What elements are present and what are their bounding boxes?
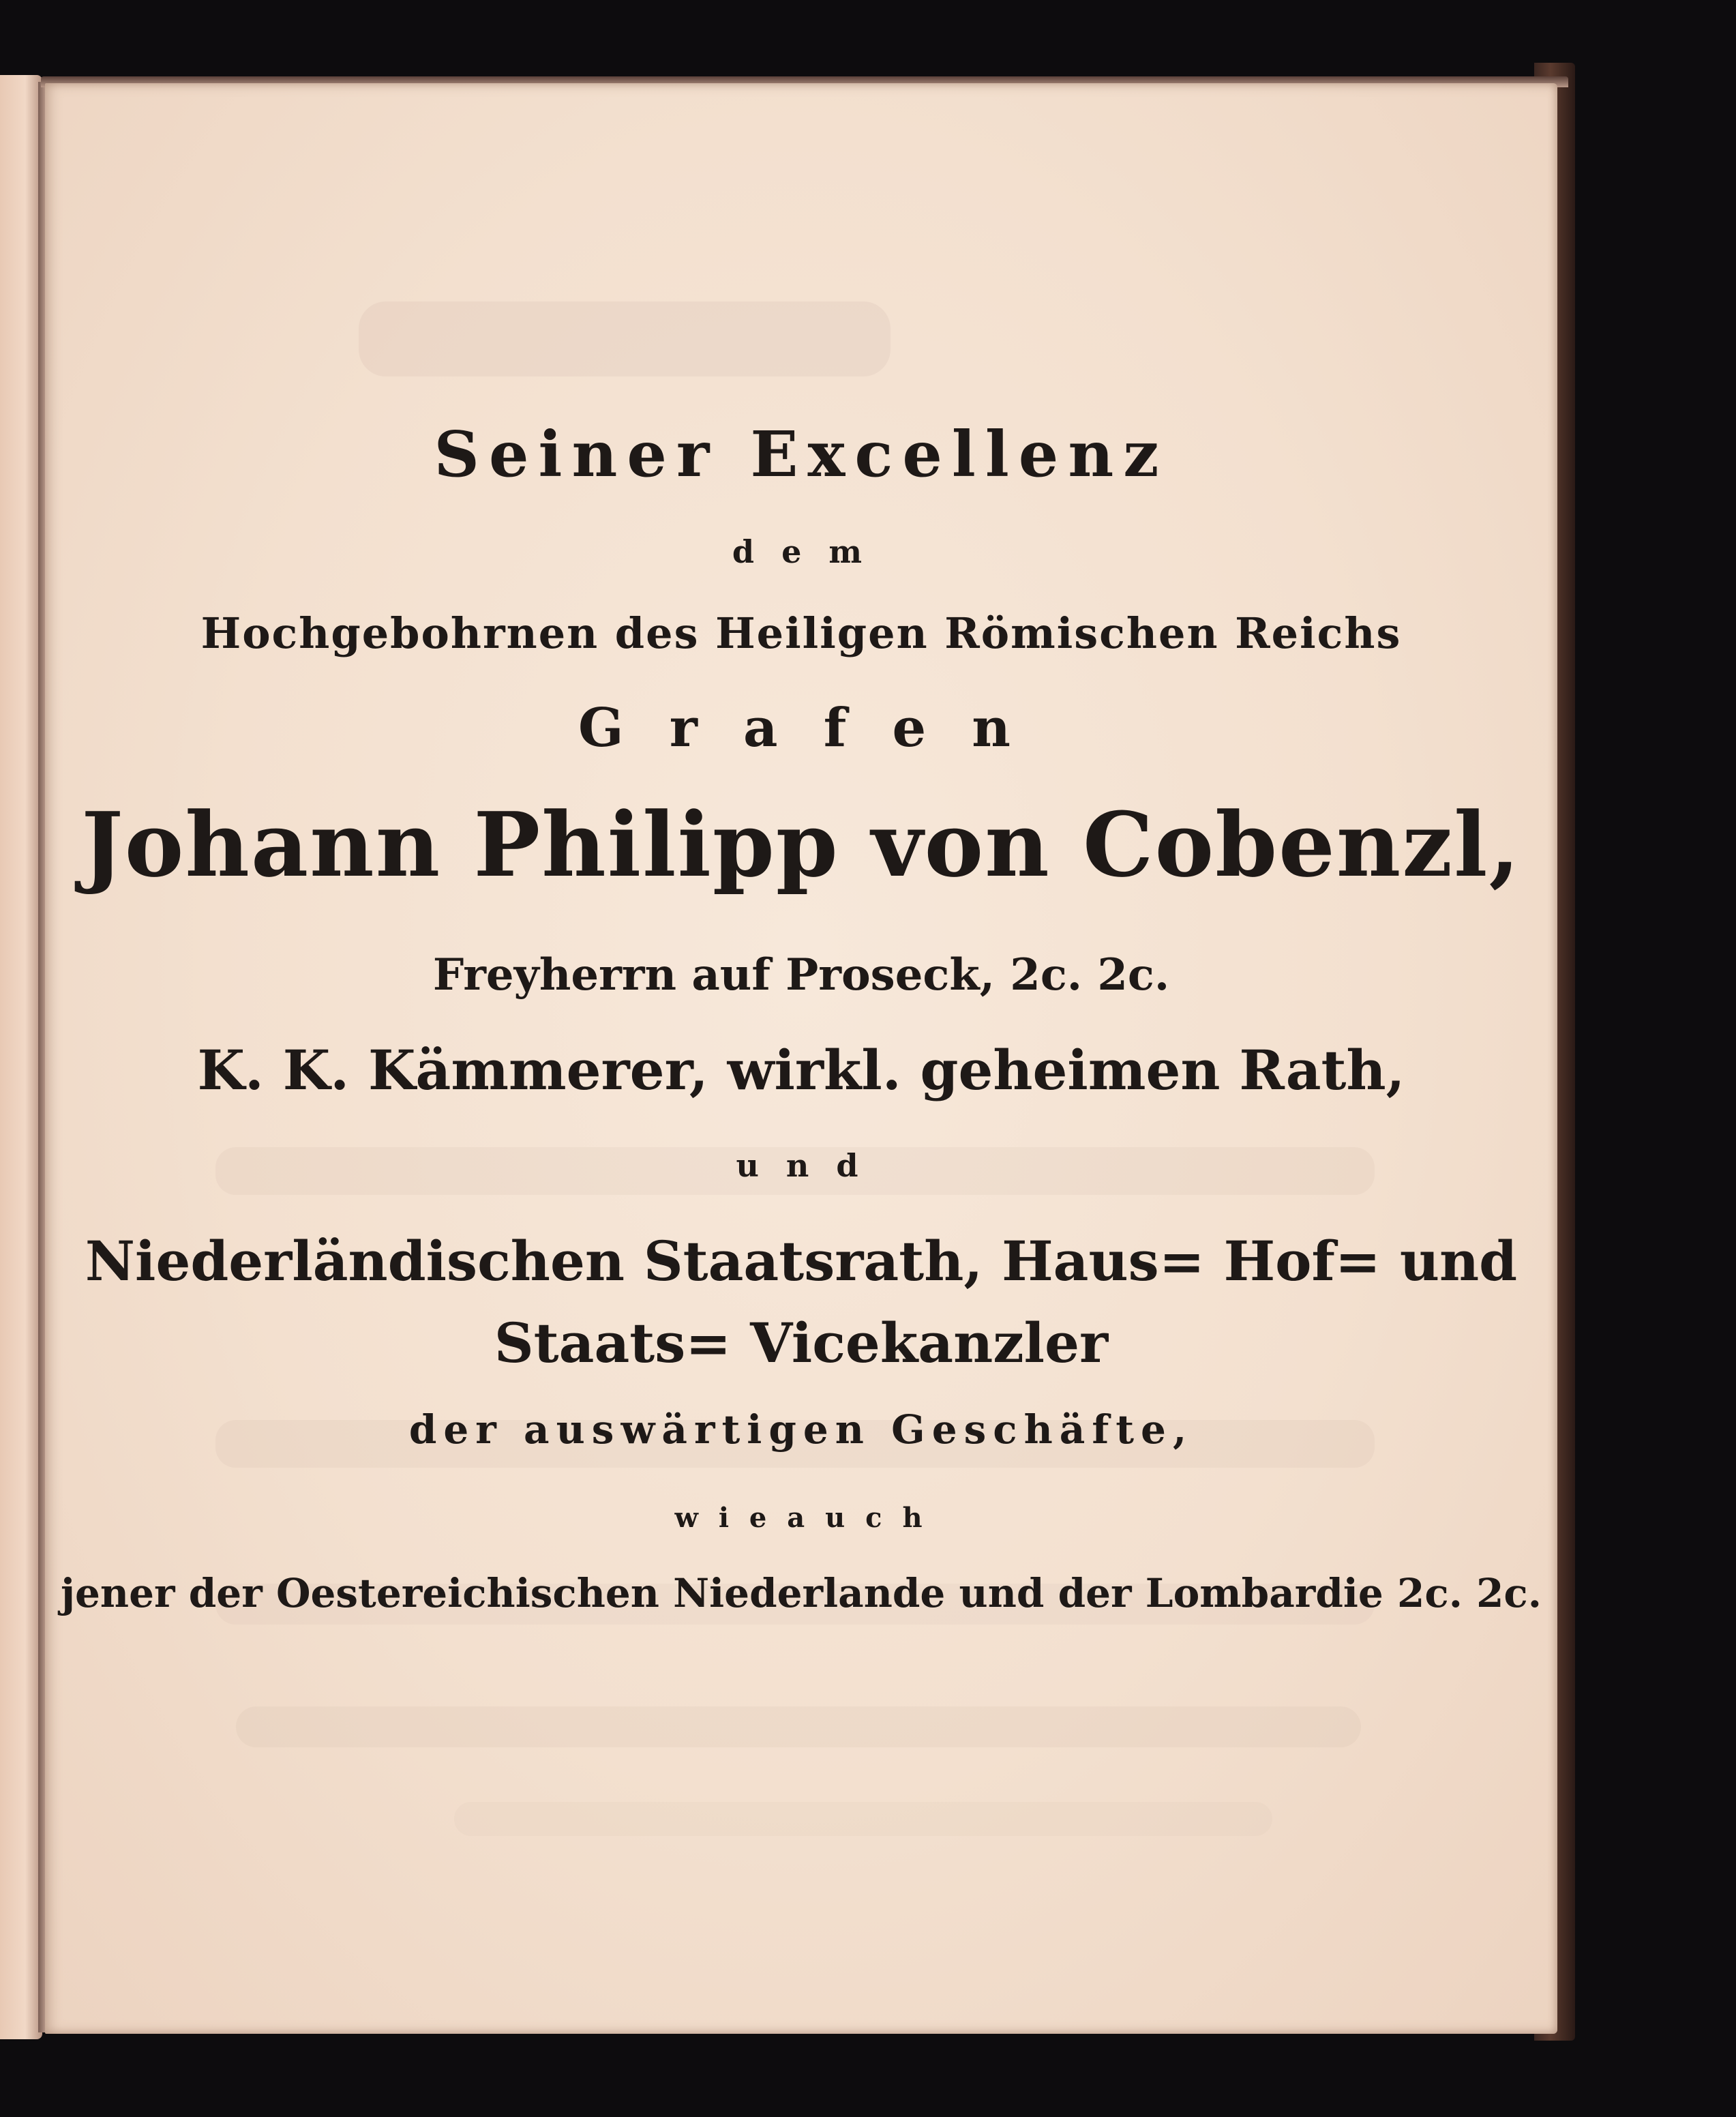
dedication-office-1: K. K. Kämmerer, wirkl. geheimen Rath, [197, 1038, 1405, 1102]
dedication-heading: Seiner Excellenz [434, 417, 1169, 491]
dedication-barony: Freyherrn auf Proseck, 2c. 2c. [432, 949, 1170, 1001]
dedication-office-2: Niederländischen Staatsrath, Haus= Hof= und [85, 1229, 1518, 1293]
dedication-article: d e m [732, 533, 871, 570]
dedication-office-4: der auswärtigen Geschäfte, [408, 1406, 1194, 1453]
bleed-through-mark [359, 301, 891, 376]
left-page-edge [0, 75, 42, 2039]
dedication-regions: jener der Oestereichischen Niederlande und der Lombardie 2c. 2c. [61, 1570, 1542, 1616]
bleed-through-mark [454, 1802, 1272, 1836]
dedication-name: Johann Philipp von Cobenzl, [81, 793, 1521, 897]
title-page [45, 83, 1557, 2034]
dedication-rank-line: Hochgebohrnen des Heiligen Römischen Reichs [200, 608, 1402, 658]
dedication-conjunction: u n d [736, 1147, 867, 1184]
dedication-conjunction-2: w i e a u c h [674, 1502, 928, 1534]
bleed-through-mark [236, 1706, 1361, 1747]
dedication-office-3: Staats= Vicekanzler [494, 1311, 1109, 1375]
dedication-title-grafen: G r a f e n [578, 697, 1024, 759]
